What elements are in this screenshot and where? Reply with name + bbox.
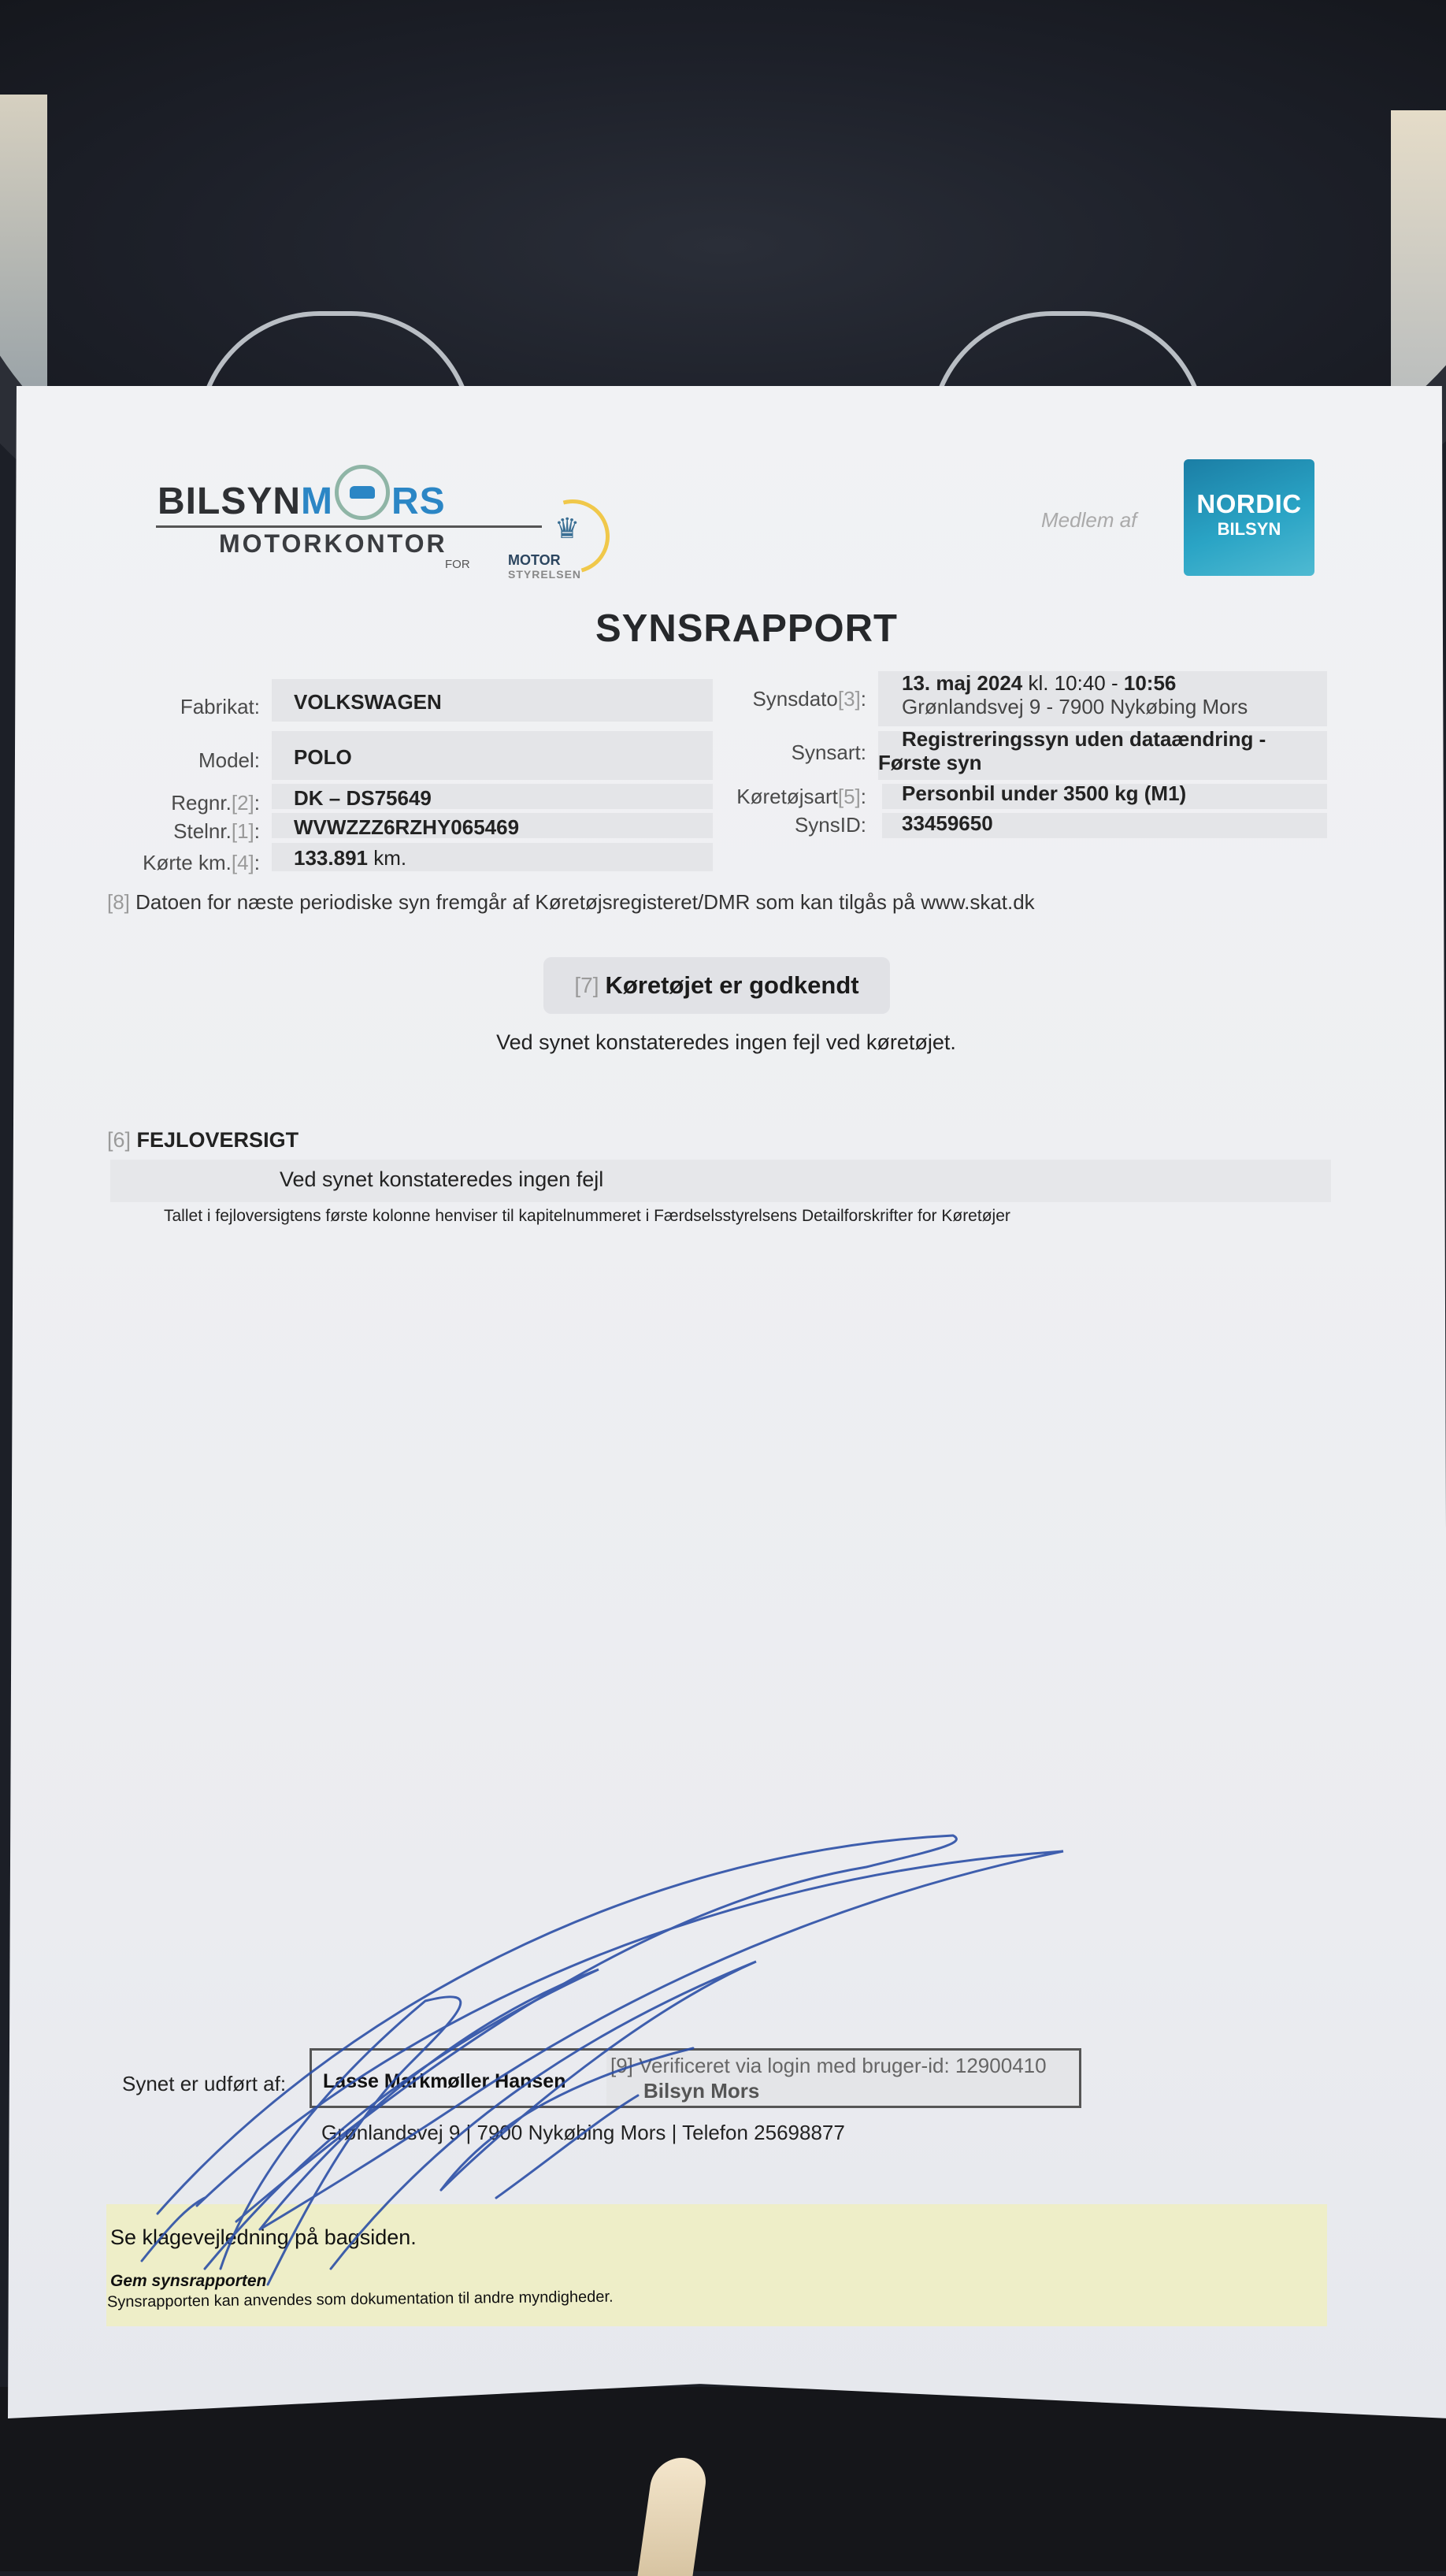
label-regnr: Regnr.[2]: [171,791,260,815]
save-report-text: Synsrapporten kan anvendes som dokumentation til andre myndigheder. [106,2288,614,2311]
inspector-address: Grønlandsvej 9 | 7900 Nykøbing Mors | Telefon 25698877 [321,2121,845,2144]
logo-for-label: FOR [445,558,470,571]
value-synsdato: 13. maj 2024 kl. 10:40 - 10:56 Grønlandsvej 9 - 7900 Nykøbing Mors [902,671,1248,718]
logo-subtitle: MOTORKONTOR [219,529,447,558]
logo-text-blue-end: RS [391,481,446,522]
label-model: Model: [198,748,260,772]
logo-text-dark: BILSYN [158,481,302,522]
logo-text-blue: M [301,481,333,522]
agency-line-2: STYRELSEN [508,568,582,581]
document-title: SYNSRAPPORT [595,607,898,650]
verdict-approved: [7] Køretøjet er godkendt [543,957,890,1014]
inspector-organisation: Bilsyn Mors [643,2079,760,2103]
value-synsart: Registreringssyn uden dataændring - Første syn [878,727,1266,774]
complaint-guidance: Se klagevejledning på bagsiden. [110,2225,417,2249]
inspector-label: Synet er udført af: [122,2072,287,2095]
inspector-name: Lasse Markmøller Hansen [323,2070,566,2092]
member-label: Medlem af [1041,508,1137,532]
logo-divider [156,525,542,528]
crown-icon: ♛ [554,512,580,544]
save-report-title: Gem synsrapporten [110,2272,267,2290]
value-fabrikat: VOLKSWAGEN [294,690,442,714]
value-koeretoejsart: Personbil under 3500 kg (M1) [902,781,1187,805]
motorstyrelsen-logo [508,553,581,581]
badge-line-1: NORDIC [1196,489,1302,518]
bilsyn-mors-logo [158,465,446,523]
label-synsid: SynsID: [794,813,866,837]
label-synsart: Synsart: [791,741,866,764]
label-stelnr: Stelnr.[1]: [173,819,260,843]
badge-line-2: BILSYN [1217,519,1281,539]
label-synsdato: Synsdato[3]: [752,687,866,711]
agency-line-1: MOTOR [508,552,561,568]
value-regnr: DK – DS75649 [294,786,432,810]
verdict-description: Ved synet konstateredes ingen fejl ved køretøjet. [496,1030,956,1054]
nordic-bilsyn-badge [1184,459,1314,576]
value-synsid: 33459650 [902,811,993,835]
label-koeretoejsart: Køretøjsart[5]: [736,785,866,808]
inspection-address: Grønlandsvej 9 - 7900 Nykøbing Mors [902,695,1248,718]
background-lap [0,2387,1446,2571]
inspector-verification: [9] Verificeret via login med bruger-id: 12900410 Bilsyn Mors [610,2054,1047,2103]
next-inspection-note: [8] Datoen for næste periodiske syn fremgår af Køretøjsregisteret/DMR som kan tilgås på www.skat.dk [107,890,1035,914]
label-koerte-km: Kørte km.[4]: [143,851,260,874]
value-stelnr: WVWZZZ6RZHY065469 [294,815,520,839]
value-koerte-km: 133.891 km. [294,846,407,870]
fault-overview-heading: [6] FEJLOVERSIGT [107,1128,299,1152]
label-fabrikat: Fabrikat: [180,695,260,718]
magnifier-car-icon [335,465,390,520]
fault-overview-footnote: Tallet i fejloversigtens første kolonne henviser til kapitelnummeret i Færdselsstyrelsens Detailforskrifter for Køretøjer [164,1207,1010,1225]
value-model: POLO [294,745,352,769]
fault-overview-text: Ved synet konstateredes ingen fejl [280,1167,604,1191]
